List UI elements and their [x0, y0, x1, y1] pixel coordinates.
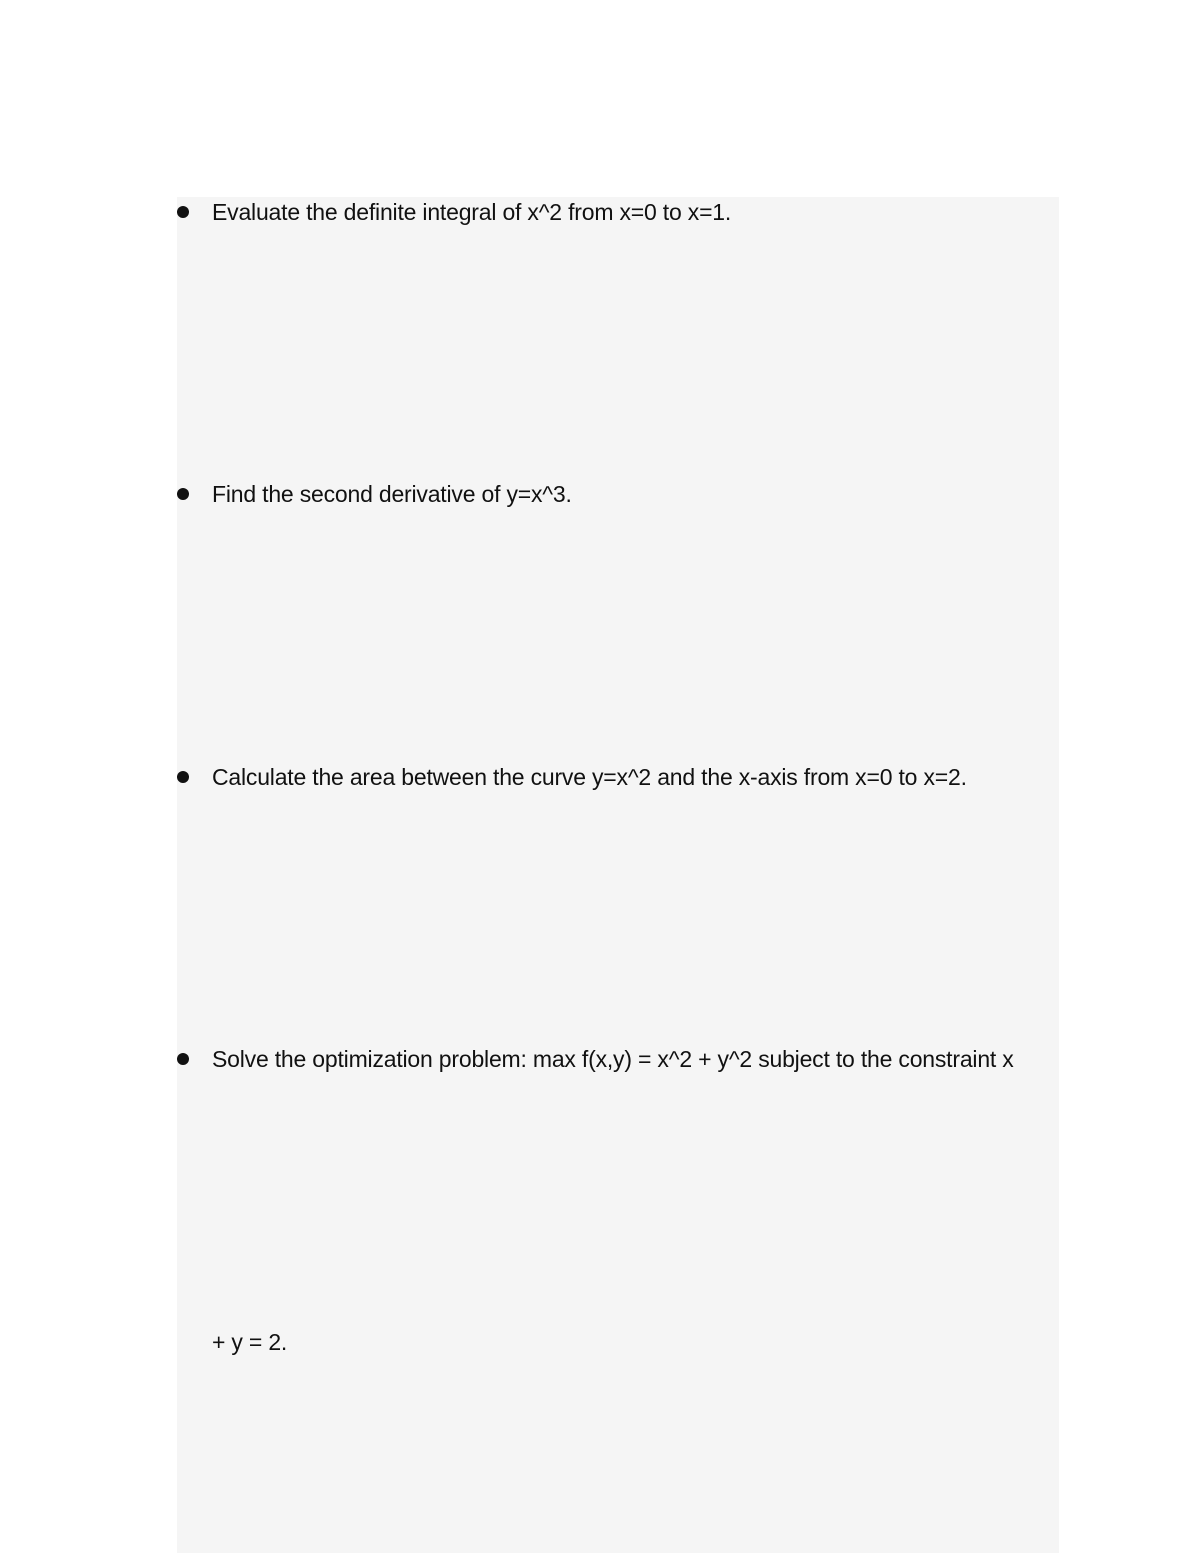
bullet-icon	[177, 206, 189, 218]
question-4-text: Solve the optimization problem: max f(x,y) = x^2 + y^2 subject to the constraint x	[212, 1046, 1014, 1072]
question-3-text: Calculate the area between the curve y=x^2 and the x-axis from x=0 to x=2.	[212, 764, 967, 790]
bullet-icon	[177, 488, 189, 500]
bullet-icon	[177, 771, 189, 783]
bullet-icon	[177, 1053, 189, 1065]
question-2-text: Find the second derivative of y=x^3.	[212, 481, 572, 507]
question-1-text: Evaluate the definite integral of x^2 from x=0 to x=1.	[212, 199, 732, 225]
content-panel	[177, 197, 1059, 1553]
question-4-continuation: + y = 2.	[212, 1329, 288, 1355]
